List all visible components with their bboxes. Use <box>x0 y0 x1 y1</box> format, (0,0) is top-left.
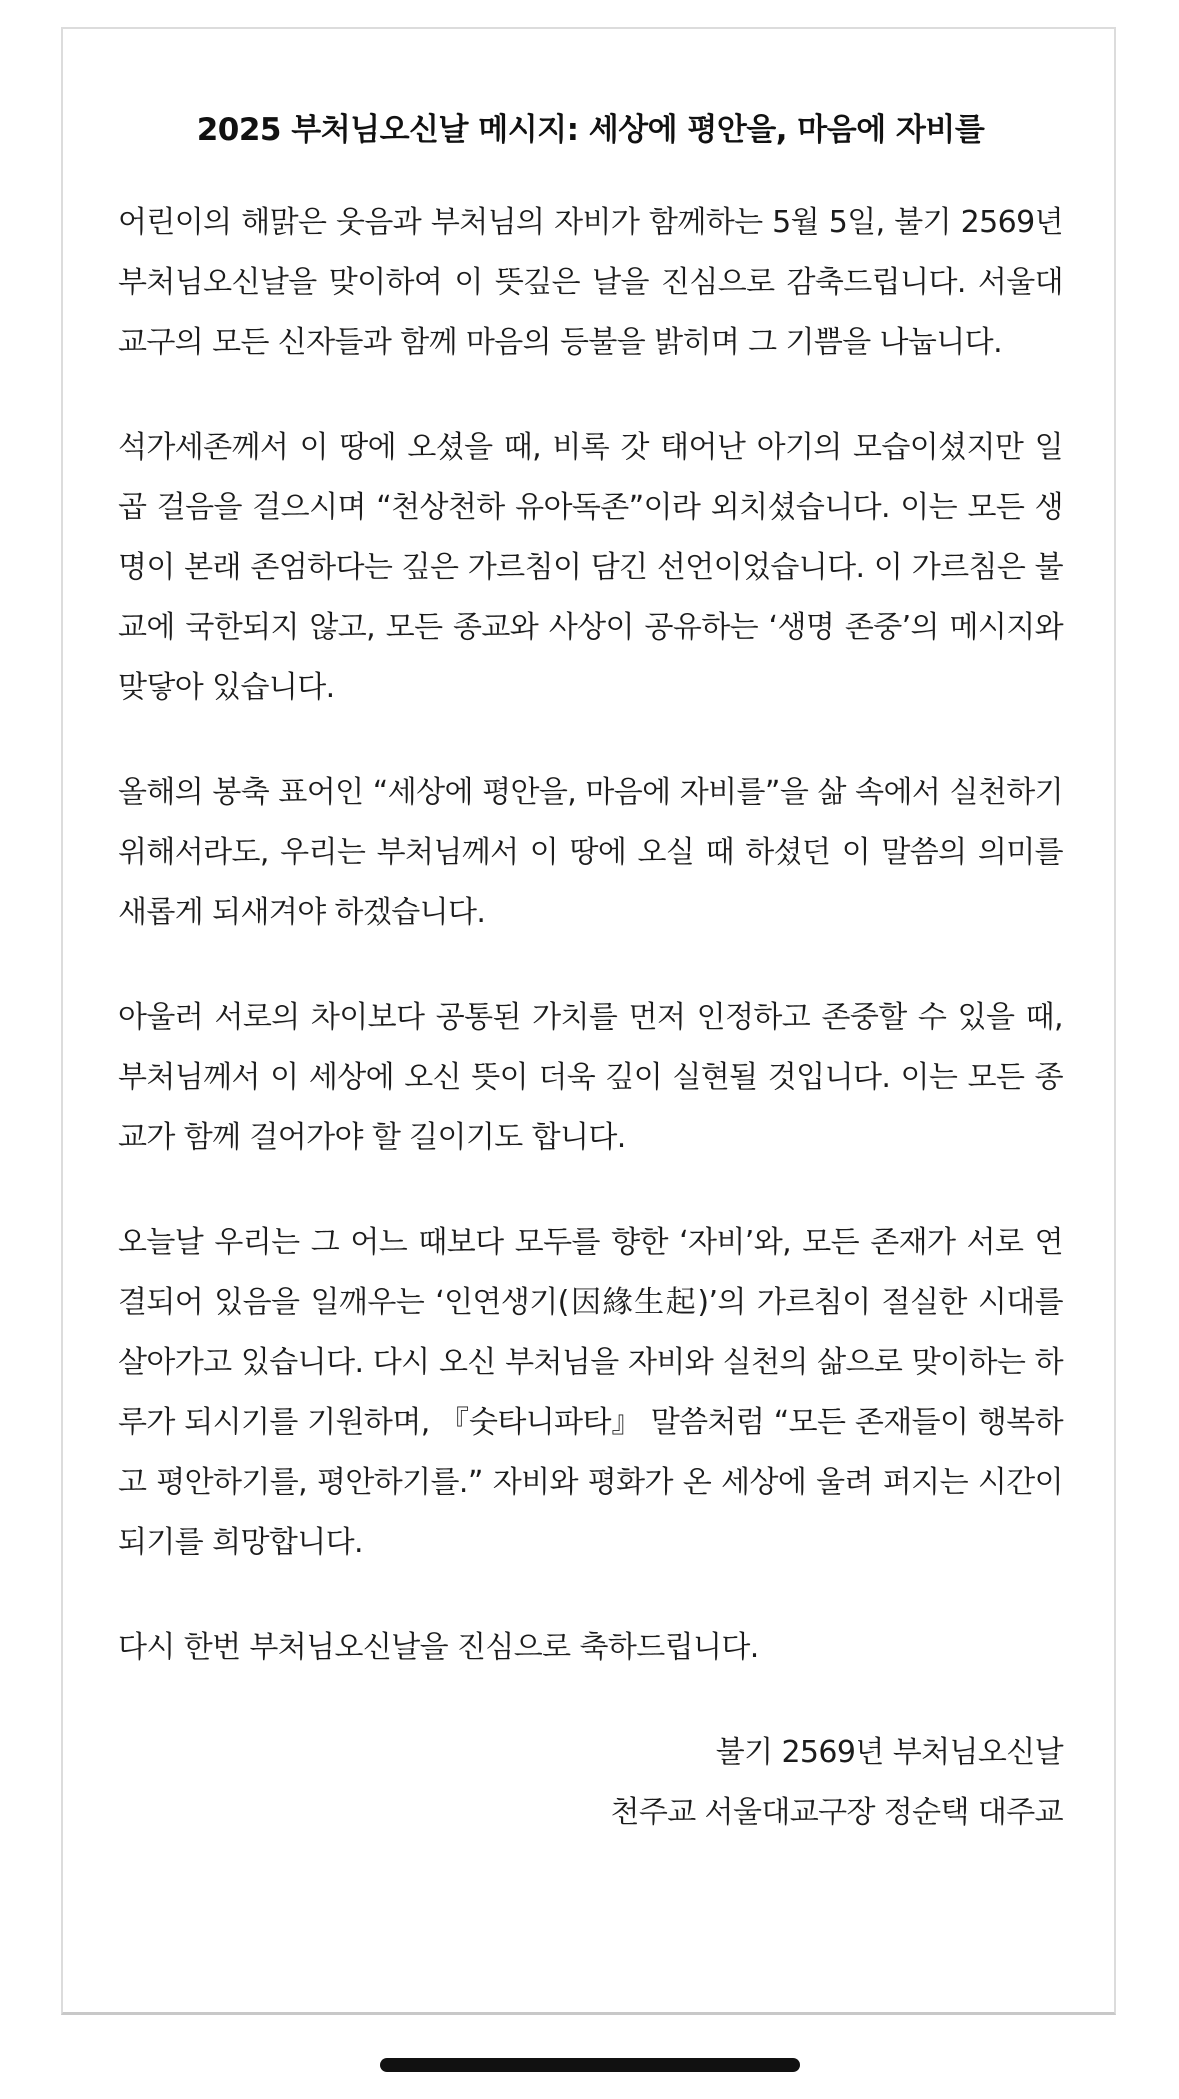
home-indicator[interactable] <box>380 2058 800 2072</box>
signature-date: 불기 2569년 부처님오신날 <box>715 1735 1063 1770</box>
closing-line: 다시 한번 부처님오신날을 진심으로 축하드립니다. <box>118 1630 759 1665</box>
message-content <box>118 29 1063 1843</box>
signature-block <box>118 1723 1063 1843</box>
paragraph-2: 석가세존께서 이 땅에 오셨을 때, 비록 갓 태어난 아기의 모습이셨지만 일곱 걸음을 걸으시며 “천상천하 유아독존”이라 외치셨습니다. 이는 모든 생명이 본래 존엄하다는 깊은 가르침이 담긴 선언이었습니다. 이 가르침은 불교에 국한되지 않고, 모든 종교와 사상이 공유하는 ‘생명 존중’의 메시지와 맞닿아 있습니다. <box>118 430 1063 705</box>
message-title: 2025 부처님오신날 메시지: 세상에 평안을, 마음에 자비를 <box>196 112 985 148</box>
paragraph-4: 아울러 서로의 차이보다 공통된 가치를 먼저 인정하고 존중할 수 있을 때, 부처님께서 이 세상에 오신 뜻이 더욱 깊이 실현될 것입니다. 이는 모든 종교가 함께 걸어가야 할 길이기도 합니다. <box>118 1000 1063 1155</box>
paragraph-3: 올해의 봉축 표어인 “세상에 평안을, 마음에 자비를”을 삶 속에서 실천하기 위해서라도, 우리는 부처님께서 이 땅에 오실 때 하셨던 이 말씀의 의미를 새롭게 되새겨야 하겠습니다. <box>118 775 1063 930</box>
paragraph-5: 오늘날 우리는 그 어느 때보다 모두를 향한 ‘자비’와, 모든 존재가 서로 연결되어 있음을 일깨우는 ‘인연생기(因緣生起)’의 가르침이 절실한 시대를 살아가고 있습니다. 다시 오신 부처님을 자비와 실천의 삶으로 맞이하는 하루가 되시기를 기원하며, 『숫타니파타』 말씀처럼 “모든 존재들이 행복하고 평안하기를, 평안하기를.” 자비와 평화가 온 세상에 울려 퍼지는 시간이 되기를 희망합니다. <box>118 1225 1063 1560</box>
message-card <box>61 27 1116 2015</box>
paragraph-1: 어린이의 해맑은 웃음과 부처님의 자비가 함께하는 5월 5일, 불기 2569년 부처님오신날을 맞이하여 이 뜻깊은 날을 진심으로 감축드립니다. 서울대교구의 모든 신자들과 함께 마음의 등불을 밝히며 그 기쁨을 나눕니다. <box>118 205 1063 360</box>
signature-author: 천주교 서울대교구장 정순택 대주교 <box>610 1795 1063 1830</box>
